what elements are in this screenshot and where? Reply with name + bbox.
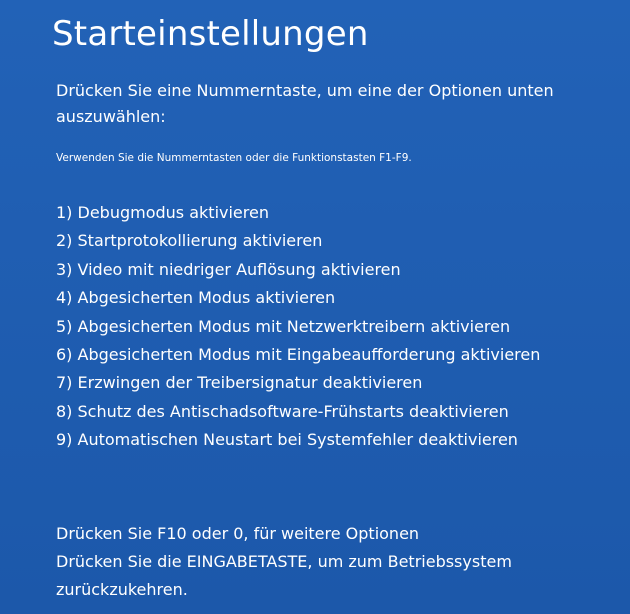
option-debug-mode[interactable]: 1) Debugmodus aktivieren xyxy=(56,203,269,222)
more-options-prompt[interactable]: Drücken Sie F10 oder 0, für weitere Optionen xyxy=(56,524,420,543)
option-disable-auto-restart[interactable]: 9) Automatischen Neustart bei Systemfehler deaktivieren xyxy=(56,430,518,450)
option-safe-mode[interactable]: 4) Abgesicherten Modus aktivieren xyxy=(56,288,336,308)
option-low-resolution-video[interactable]: 3) Video mit niedriger Auflösung aktivieren xyxy=(56,259,401,279)
instruction-text: Drücken Sie eine Nummerntaste, um eine der Optionen unten auszuwählen: xyxy=(56,81,554,126)
footer-instructions xyxy=(56,520,576,604)
option-disable-driver-signature[interactable]: 7) Erzwingen der Treibersignatur deaktivieren xyxy=(56,373,423,393)
option-disable-early-antimalware[interactable]: 8) Schutz des Antischadsoftware-Frühstarts deaktivieren xyxy=(56,401,509,421)
option-safe-mode-command-prompt[interactable]: 6) Abgesicherten Modus mit Eingabeaufforderung aktivieren xyxy=(56,345,541,365)
return-to-os-prompt[interactable]: Drücken Sie die EINGABETASTE, um zum Betriebssystem zurückzukehren. xyxy=(56,552,512,599)
page-title: Starteinstellungen xyxy=(52,14,369,54)
option-safe-mode-networking[interactable]: 5) Abgesicherten Modus mit Netzwerktreibern aktivieren xyxy=(56,316,511,336)
hint-text: Verwenden Sie die Nummerntasten oder die Funktionstasten F1-F9. xyxy=(56,152,412,164)
startup-options-list xyxy=(56,199,540,455)
option-boot-logging[interactable]: 2) Startprotokollierung aktivieren xyxy=(56,231,323,251)
